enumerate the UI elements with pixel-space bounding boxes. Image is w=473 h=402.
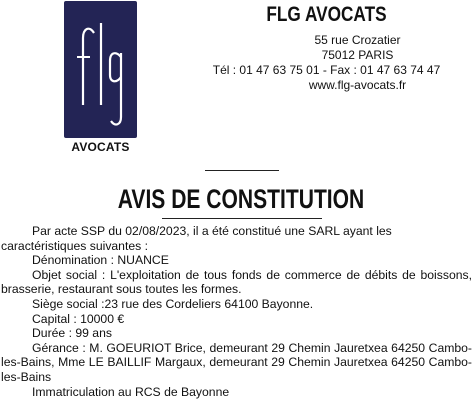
notice-paragraph: Durée : 99 ans xyxy=(32,326,112,341)
firm-header xyxy=(180,3,473,93)
notice-paragraph: Dénomination : NUANCE xyxy=(32,253,169,268)
firm-phone-fax: Tél : 01 47 63 75 01 - Fax : 01 47 63 74 47 xyxy=(212,63,441,77)
notice-paragraph: Par acte SSP du 02/08/2023, il a été constitué une SARL ayant les caractéristiques suivantes : xyxy=(1,224,392,253)
firm-website[interactable]: www.flg-avocats.fr xyxy=(308,78,407,92)
firm-logo xyxy=(64,1,137,160)
firm-address-city: 75012 PARIS xyxy=(321,48,394,62)
flg-monogram-icon xyxy=(64,1,137,138)
notice-title: AVIS DE CONSTITUTION xyxy=(118,184,365,214)
title-rule-bottom xyxy=(162,218,322,219)
notice-paragraph: Gérance : M. GOEURIOT Brice, demeurant 29 Chemin Jauretxea 64250 Cambo-les-Bains, Mme LE BAILLIF Margaux, demeurant 29 Chemin Jauretxea 64250 Cambo-les-Bains xyxy=(1,340,472,384)
notice-paragraph: Objet social : L'exploitation de tous fonds de commerce de débits de boissons, brasserie, restaurant sous toutes les formes. xyxy=(1,267,472,297)
notice-paragraph: Capital : 10000 € xyxy=(32,311,125,326)
notice-paragraph: Siège social :23 rue des Cordeliers 64100 Bayonne. xyxy=(32,296,314,311)
logo-caption: AVOCATS xyxy=(71,140,130,154)
firm-address-street: 55 rue Crozatier xyxy=(314,33,401,47)
firm-name: FLG AVOCATS xyxy=(266,3,387,26)
title-rule-top xyxy=(205,170,279,171)
notice-paragraph: Immatriculation au RCS de Bayonne xyxy=(32,384,230,399)
notice-body xyxy=(1,224,472,399)
